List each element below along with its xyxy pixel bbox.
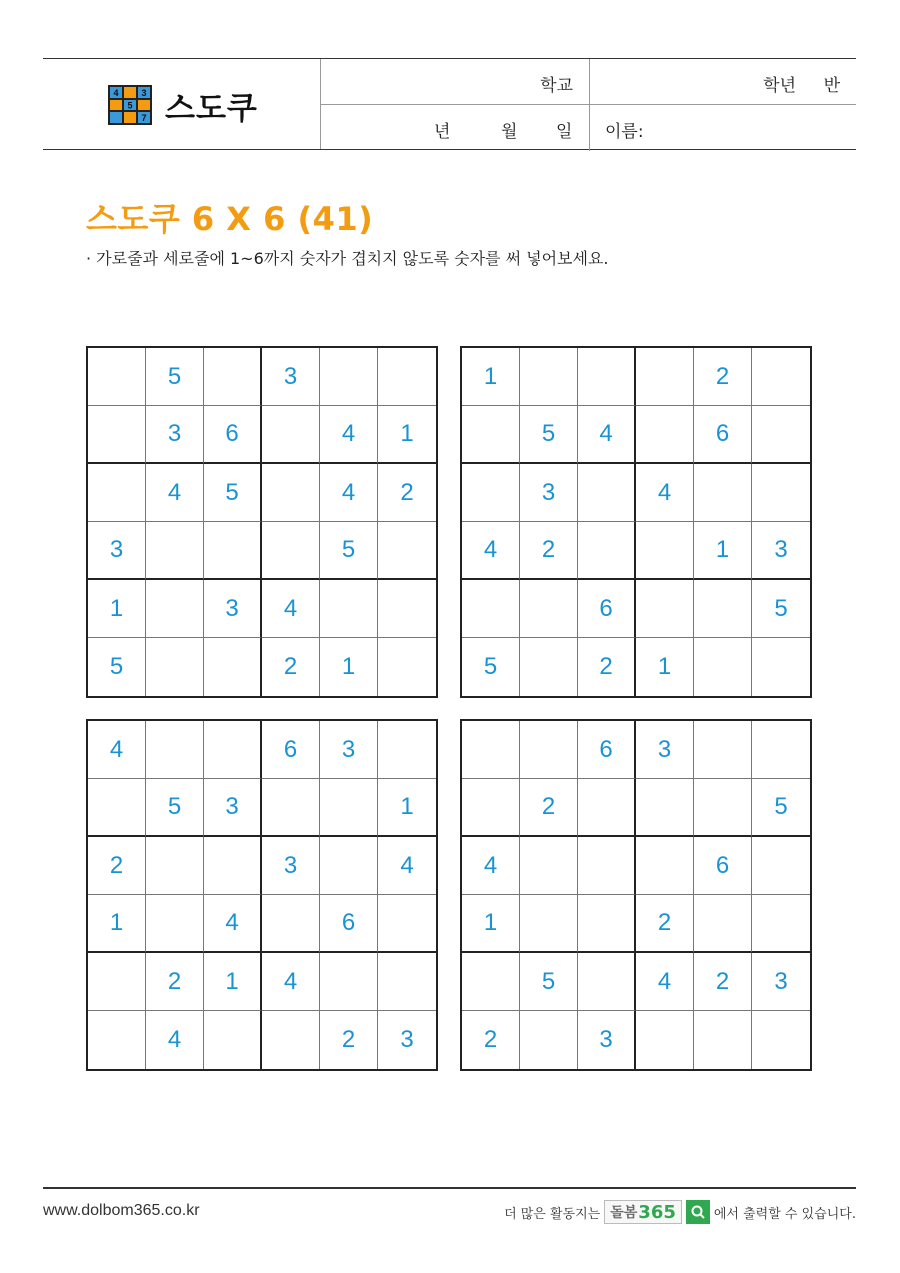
sudoku-cell: 6 [694, 406, 752, 464]
sudoku-cell[interactable] [88, 953, 146, 1011]
sudoku-cell[interactable] [752, 638, 810, 696]
sudoku-cell: 4 [88, 721, 146, 779]
sudoku-cell: 4 [320, 464, 378, 522]
sudoku-cell[interactable] [88, 779, 146, 837]
sudoku-cell: 5 [462, 638, 520, 696]
sudoku-cell[interactable] [520, 721, 578, 779]
sudoku-cell: 5 [752, 580, 810, 638]
footer-url[interactable]: www.dolbom365.co.kr [43, 1202, 200, 1219]
sudoku-cell: 5 [520, 406, 578, 464]
sudoku-cell[interactable] [378, 580, 436, 638]
sudoku-cell[interactable] [752, 348, 810, 406]
sudoku-cell: 1 [462, 895, 520, 953]
sudoku-cell: 1 [462, 348, 520, 406]
sudoku-cell[interactable] [378, 522, 436, 580]
sudoku-cell[interactable] [146, 895, 204, 953]
sudoku-cell[interactable] [694, 1011, 752, 1069]
sudoku-cell: 4 [146, 1011, 204, 1069]
sudoku-cell: 2 [520, 522, 578, 580]
sudoku-cell: 3 [578, 1011, 636, 1069]
sudoku-cell[interactable] [520, 348, 578, 406]
sudoku-cell: 4 [462, 522, 520, 580]
sudoku-cell[interactable] [636, 522, 694, 580]
sudoku-cell[interactable] [88, 406, 146, 464]
sudoku-cell[interactable] [694, 779, 752, 837]
sudoku-cell[interactable] [694, 464, 752, 522]
sudoku-cell: 5 [752, 779, 810, 837]
brand-logo[interactable] [604, 1200, 682, 1224]
sudoku-cell: 6 [578, 580, 636, 638]
sudoku-cell[interactable] [694, 721, 752, 779]
sudoku-cell[interactable] [520, 895, 578, 953]
sudoku-cell: 1 [694, 522, 752, 580]
sudoku-cell: 4 [262, 580, 320, 638]
sudoku-cell[interactable] [146, 837, 204, 895]
sudoku-cell[interactable] [204, 1011, 262, 1069]
sudoku-cell[interactable] [752, 1011, 810, 1069]
sudoku-cell[interactable] [694, 895, 752, 953]
sudoku-cell: 2 [694, 953, 752, 1011]
sudoku-logo-icon [108, 85, 152, 125]
sudoku-cell[interactable] [262, 464, 320, 522]
sudoku-cell[interactable] [462, 464, 520, 522]
sudoku-cell[interactable] [578, 953, 636, 1011]
header-row-date [321, 105, 856, 151]
sudoku-cell[interactable] [520, 580, 578, 638]
sudoku-cell: 2 [88, 837, 146, 895]
instruction-text: · 가로줄과 세로줄에 1~6까지 숫자가 겹치지 않도록 숫자를 써 넣어보세요. [86, 249, 609, 268]
sudoku-cell: 2 [320, 1011, 378, 1069]
sudoku-cell[interactable] [204, 522, 262, 580]
sudoku-cell[interactable] [378, 348, 436, 406]
month-label: 월 [501, 122, 518, 142]
sudoku-cell: 6 [262, 721, 320, 779]
sudoku-grid-3 [86, 719, 438, 1071]
sudoku-grid-2 [460, 346, 812, 698]
grade-label: 학년 [763, 76, 796, 96]
day-label: 일 [556, 122, 573, 142]
sudoku-cell[interactable] [636, 348, 694, 406]
sudoku-cell[interactable] [578, 522, 636, 580]
sudoku-cell: 3 [204, 779, 262, 837]
sudoku-cell: 3 [520, 464, 578, 522]
sudoku-cell: 6 [204, 406, 262, 464]
sudoku-cell[interactable] [204, 348, 262, 406]
brand-name: 돌봄 [610, 1205, 638, 1221]
sudoku-cell: 3 [262, 348, 320, 406]
sudoku-cell: 5 [146, 348, 204, 406]
sudoku-cell[interactable] [578, 779, 636, 837]
sudoku-cell[interactable] [378, 638, 436, 696]
sudoku-cell: 5 [204, 464, 262, 522]
sudoku-cell: 1 [636, 638, 694, 696]
sudoku-cell: 5 [520, 953, 578, 1011]
sudoku-cell[interactable] [578, 837, 636, 895]
logo-digit: 4 [113, 88, 119, 98]
logo-digit: 7 [141, 113, 147, 123]
school-label: 학교 [540, 76, 573, 96]
sudoku-cell[interactable] [320, 837, 378, 895]
sudoku-cell[interactable] [636, 406, 694, 464]
sudoku-cell[interactable] [88, 464, 146, 522]
sudoku-cell[interactable] [694, 580, 752, 638]
footer-divider [43, 1187, 856, 1189]
sudoku-cell: 2 [146, 953, 204, 1011]
sudoku-cell[interactable] [262, 406, 320, 464]
sudoku-cell[interactable] [636, 1011, 694, 1069]
logo-digit: 5 [127, 100, 133, 111]
search-icon[interactable] [686, 1200, 710, 1224]
sudoku-cell: 1 [88, 895, 146, 953]
sudoku-cell: 3 [752, 953, 810, 1011]
sudoku-cell[interactable] [204, 638, 262, 696]
sudoku-cell: 2 [378, 464, 436, 522]
sudoku-cell[interactable] [752, 406, 810, 464]
sudoku-cell[interactable] [636, 779, 694, 837]
sudoku-cell: 3 [204, 580, 262, 638]
sudoku-cell[interactable] [520, 1011, 578, 1069]
sudoku-cell[interactable] [262, 1011, 320, 1069]
sudoku-cell[interactable] [378, 895, 436, 953]
sudoku-cell[interactable] [262, 779, 320, 837]
sudoku-cell: 4 [146, 464, 204, 522]
sudoku-cell: 2 [262, 638, 320, 696]
sudoku-cell[interactable] [520, 837, 578, 895]
sudoku-cell[interactable] [146, 522, 204, 580]
sudoku-cell: 3 [320, 721, 378, 779]
sudoku-cell: 2 [520, 779, 578, 837]
sudoku-cell: 4 [262, 953, 320, 1011]
sudoku-cell[interactable] [520, 638, 578, 696]
sudoku-grid-4 [460, 719, 812, 1071]
sudoku-cell: 4 [378, 837, 436, 895]
sudoku-cell: 4 [320, 406, 378, 464]
sudoku-cell[interactable] [320, 953, 378, 1011]
sudoku-cell[interactable] [262, 522, 320, 580]
sudoku-cell[interactable] [88, 348, 146, 406]
sudoku-cell[interactable] [578, 464, 636, 522]
sudoku-cell: 4 [578, 406, 636, 464]
sudoku-cell[interactable] [462, 721, 520, 779]
sudoku-cell: 2 [578, 638, 636, 696]
sudoku-cell: 4 [462, 837, 520, 895]
sudoku-cell[interactable] [146, 638, 204, 696]
sudoku-cell: 6 [578, 721, 636, 779]
sudoku-cell[interactable] [636, 580, 694, 638]
sudoku-cell: 1 [378, 779, 436, 837]
sudoku-cell: 5 [88, 638, 146, 696]
sudoku-cell: 5 [320, 522, 378, 580]
sudoku-cell: 1 [320, 638, 378, 696]
year-label: 년 [434, 122, 451, 142]
sudoku-cell[interactable] [462, 580, 520, 638]
class-label: 반 [823, 76, 840, 96]
header-row-school [321, 59, 856, 105]
sudoku-cell[interactable] [146, 580, 204, 638]
footer-prefix: 더 많은 활동지는 [504, 1206, 601, 1222]
sudoku-cell[interactable] [320, 580, 378, 638]
logo-area [43, 59, 321, 149]
sudoku-cell: 3 [262, 837, 320, 895]
sudoku-cell[interactable] [462, 953, 520, 1011]
sudoku-cell: 1 [204, 953, 262, 1011]
page-title: 스도쿠 6 X 6 (41) [86, 200, 374, 238]
worksheet-header [43, 58, 856, 150]
sudoku-cell: 4 [204, 895, 262, 953]
sudoku-cell[interactable] [462, 406, 520, 464]
logo-digit: 3 [141, 88, 147, 98]
footer-notice [504, 1200, 856, 1224]
sudoku-cell[interactable] [146, 721, 204, 779]
sudoku-cell[interactable] [320, 779, 378, 837]
sudoku-cell[interactable] [752, 895, 810, 953]
sudoku-cell: 3 [636, 721, 694, 779]
sudoku-cell: 4 [636, 464, 694, 522]
sudoku-cell[interactable] [752, 837, 810, 895]
sudoku-cell[interactable] [694, 638, 752, 696]
sudoku-cell[interactable] [88, 1011, 146, 1069]
sudoku-cell: 4 [636, 953, 694, 1011]
sudoku-cell[interactable] [636, 837, 694, 895]
sudoku-cell[interactable] [462, 779, 520, 837]
sudoku-cell: 1 [88, 580, 146, 638]
sudoku-cell[interactable] [204, 721, 262, 779]
sudoku-cell: 3 [146, 406, 204, 464]
sudoku-cell: 1 [378, 406, 436, 464]
sudoku-cell[interactable] [752, 721, 810, 779]
sudoku-cell[interactable] [378, 721, 436, 779]
sudoku-cell: 6 [320, 895, 378, 953]
sudoku-cell: 6 [694, 837, 752, 895]
sudoku-cell[interactable] [378, 953, 436, 1011]
sudoku-cell[interactable] [204, 837, 262, 895]
sudoku-cell: 3 [88, 522, 146, 580]
sudoku-cell: 2 [694, 348, 752, 406]
sudoku-cell: 2 [636, 895, 694, 953]
sudoku-cell: 3 [400, 1026, 414, 1053]
sudoku-cell[interactable] [752, 464, 810, 522]
sudoku-cell: 3 [752, 522, 810, 580]
sudoku-cell[interactable] [578, 348, 636, 406]
brand-number: 365 [638, 1201, 676, 1223]
sudoku-grid-1 [86, 346, 438, 698]
name-label: 이름: [605, 122, 644, 142]
footer-suffix: 에서 출력할 수 있습니다. [713, 1206, 856, 1222]
sudoku-cell: 2 [462, 1011, 520, 1069]
sudoku-cell[interactable] [578, 895, 636, 953]
sudoku-cell: 5 [146, 779, 204, 837]
sudoku-cell[interactable] [320, 348, 378, 406]
logo-text: 스도쿠 [165, 91, 258, 127]
sudoku-cell[interactable] [262, 895, 320, 953]
